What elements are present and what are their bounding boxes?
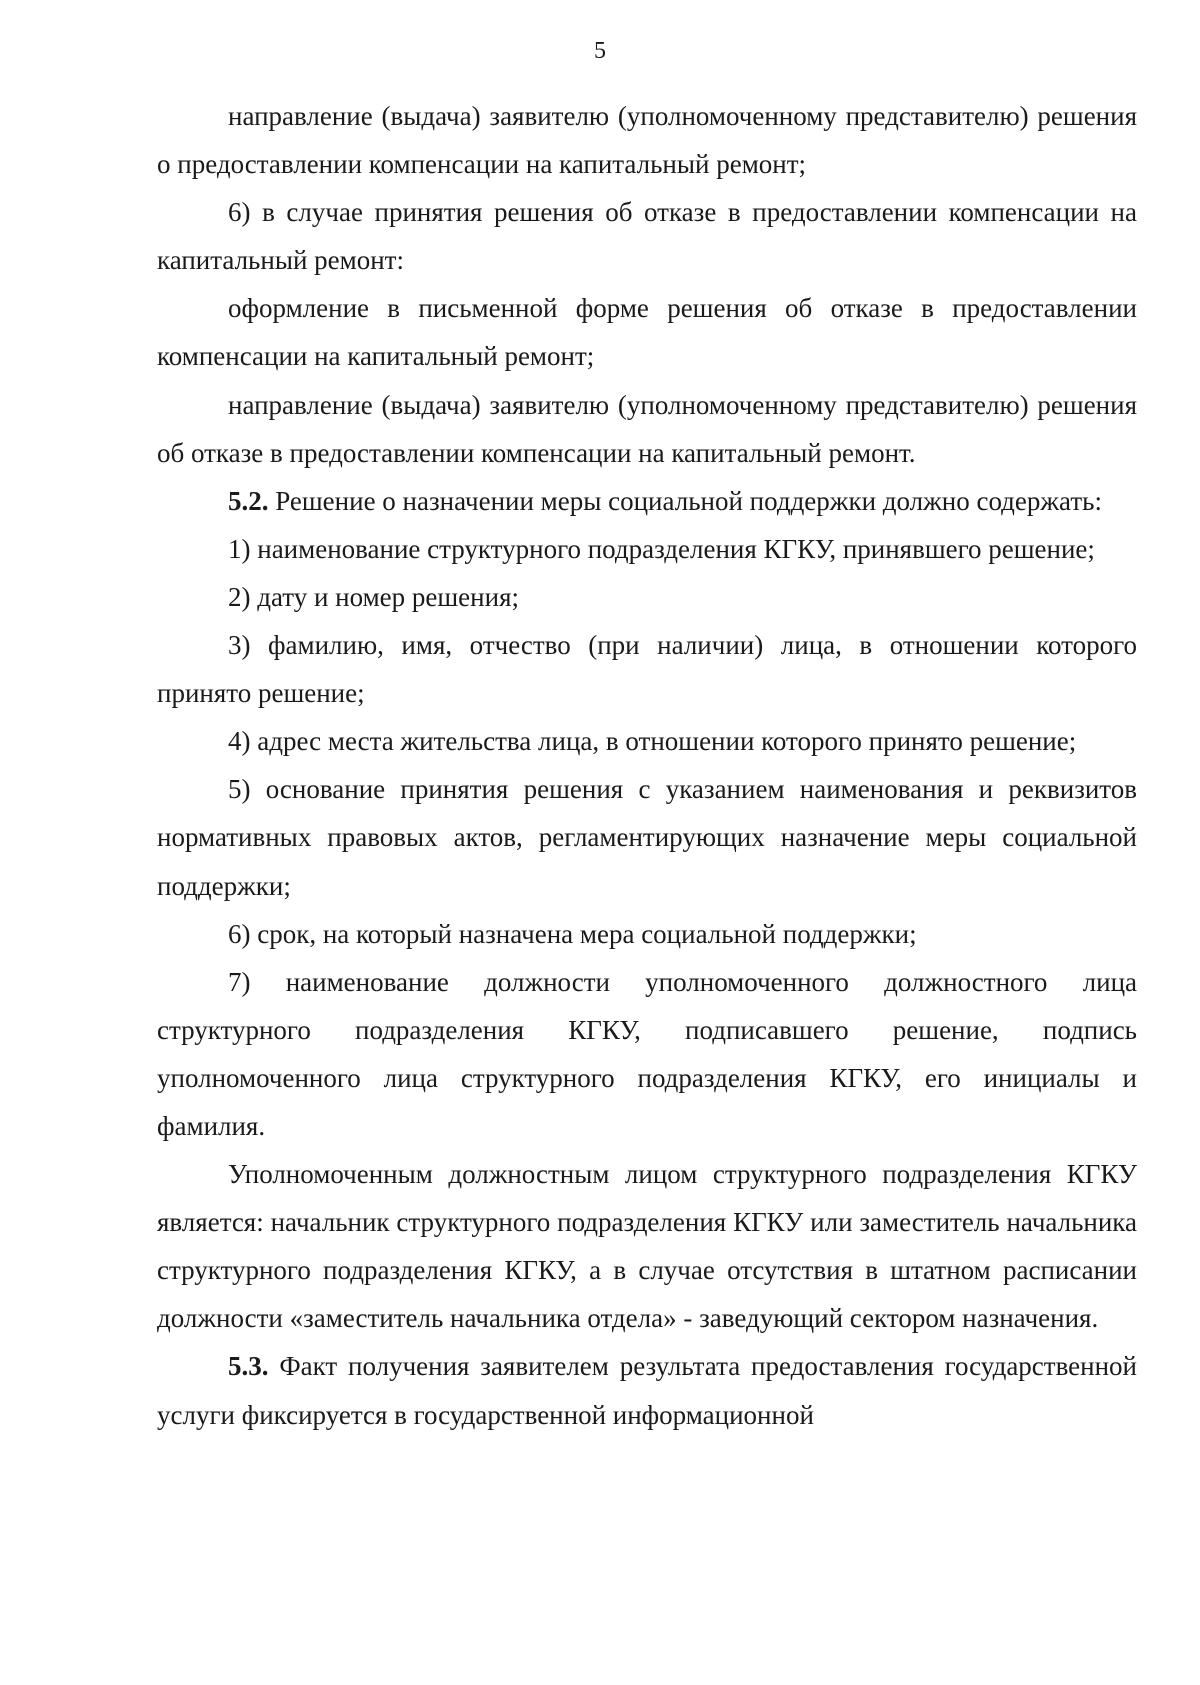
list-item <box>157 621 1137 717</box>
document-body <box>157 92 1137 1439</box>
paragraph-text: 5) основание принятия решения с указанием наименования и реквизитов нормативных правовых актов, регламентирующих назначение меры социальной поддержки; <box>157 774 1137 901</box>
paragraph-text: направление (выдача) заявителю (уполномоченному представителю) решения об отказе в предоставлении компенсации на капитальный ремонт. <box>157 389 1137 468</box>
paragraph-text: 4) адрес места жительства лица, в отношении которого принято решение; <box>228 726 1077 757</box>
list-item <box>157 525 1137 573</box>
list-item <box>157 958 1137 1150</box>
paragraph-text: 1) наименование структурного подразделения КГКУ, принявшего решение; <box>228 533 1095 564</box>
list-item <box>157 910 1137 958</box>
paragraph <box>157 92 1137 188</box>
paragraph <box>157 1150 1137 1342</box>
list-item <box>157 717 1137 765</box>
paragraph-text: 6) срок, на который назначена мера социальной поддержки; <box>228 918 917 949</box>
paragraph-text: 6) в случае принятия решения об отказе в предоставлении компенсации на капитальный ремонт: <box>157 197 1137 276</box>
paragraph <box>157 284 1137 380</box>
paragraph-text: Факт получения заявителем результата предоставления государственной услуги фиксируется в государственной информационной <box>157 1351 1138 1430</box>
section-5-2-paragraph <box>157 477 1137 525</box>
section-number: 5.2. <box>228 485 269 516</box>
paragraph-text: 2) дату и номер решения; <box>228 581 519 612</box>
paragraph-text: 3) фамилию, имя, отчество (при наличии) лица, в отношении которого принято решение; <box>157 630 1137 709</box>
paragraph-text: Решение о назначении меры социальной поддержки должно содержать: <box>275 485 1102 516</box>
paragraph-text: Уполномоченным должностным лицом структурного подразделения КГКУ является: начальник структурного подразделения КГКУ или заместитель начальника структурного подразделения КГКУ, а в случае отсутствия в штатном расписании должности «заместитель начальника отдела» - заведующий сектором назначения. <box>157 1159 1137 1334</box>
paragraph-text: 7) наименование должности уполномоченного должностного лица структурного подразделения КГКУ, подписавшего решение, подпись уполномоченного лица структурного подразделения КГКУ, его инициалы и фамилия. <box>157 966 1137 1141</box>
paragraph <box>157 381 1137 477</box>
paragraph-text: направление (выдача) заявителю (уполномоченному представителю) решения о предоставлении компенсации на капитальный ремонт; <box>157 101 1137 180</box>
paragraph-text: оформление в письменной форме решения об отказе в предоставлении компенсации на капитальный ремонт; <box>157 293 1137 372</box>
paragraph <box>157 188 1137 284</box>
list-item <box>157 765 1137 909</box>
list-item <box>157 573 1137 621</box>
section-number: 5.3. <box>228 1351 269 1382</box>
page-number: 5 <box>594 38 606 64</box>
section-5-3-paragraph <box>157 1342 1137 1438</box>
